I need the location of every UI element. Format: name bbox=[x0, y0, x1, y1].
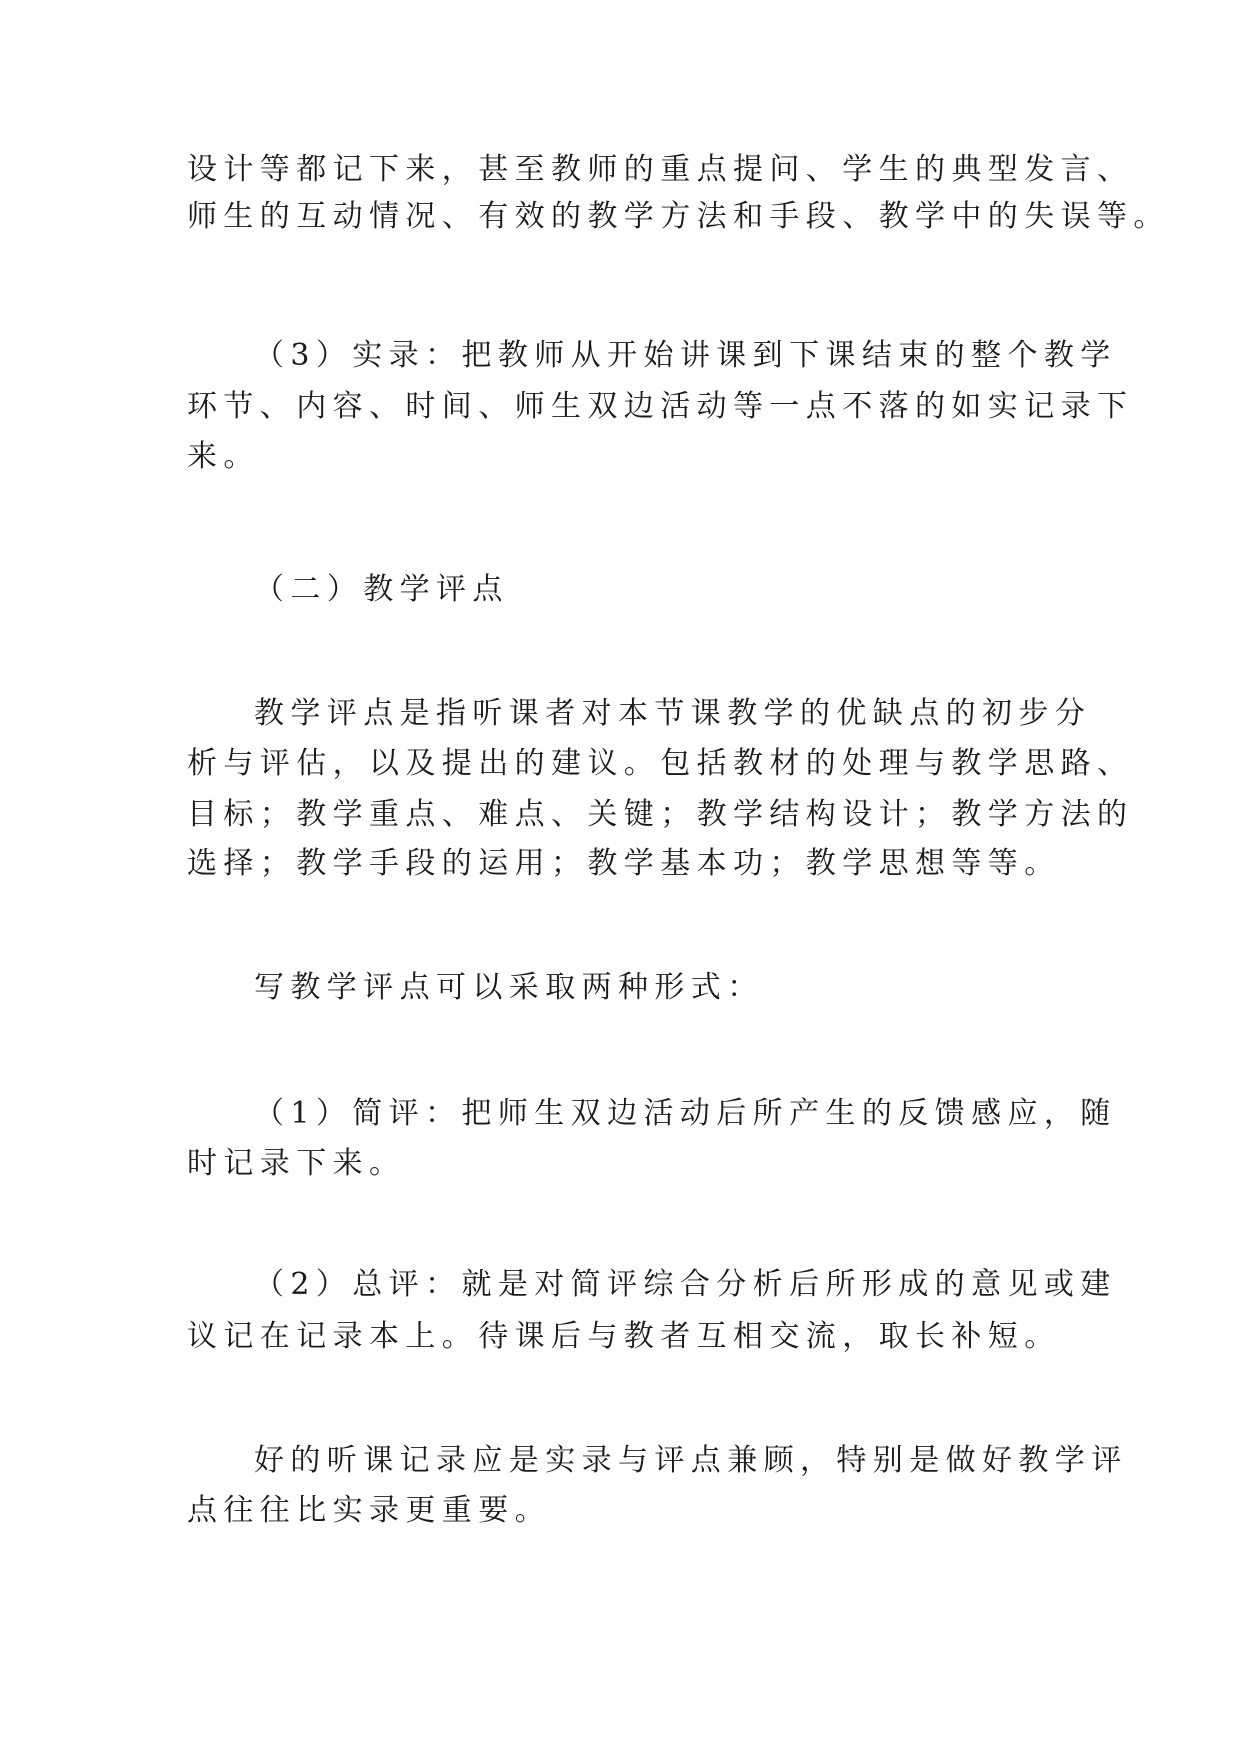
section-heading: （二）教学评点 bbox=[254, 572, 509, 607]
paragraph-line: 时记录下来。 bbox=[187, 1146, 406, 1181]
paragraph-line: 好的听课记录应是实录与评点兼顾，特别是做好教学评 bbox=[254, 1443, 1128, 1478]
paragraph-line: 来。 bbox=[187, 439, 260, 474]
paragraph-line: 目标；教学重点、难点、关键；教学结构设计；教学方法的 bbox=[187, 797, 1134, 832]
paragraph-line: （1）简评：把师生双边活动后所产生的反馈感应，随 bbox=[254, 1096, 1117, 1131]
paragraph-line: 点往往比实录更重要。 bbox=[187, 1493, 551, 1528]
paragraph-line: 师生的互动情况、有效的教学方法和手段、教学中的失误等。 bbox=[187, 199, 1170, 234]
paragraph-line: （2）总评：就是对简评综合分析后所形成的意见或建 bbox=[254, 1267, 1117, 1302]
paragraph-line: （3）实录：把教师从开始讲课到下课结束的整个教学 bbox=[254, 338, 1117, 373]
paragraph-line: 议记在记录本上。待课后与教者互相交流，取长补短。 bbox=[187, 1319, 1061, 1354]
paragraph-line: 设计等都记下来，甚至教师的重点提问、学生的典型发言、 bbox=[187, 152, 1134, 187]
paragraph-line: 析与评估，以及提出的建议。包括教材的处理与教学思路、 bbox=[187, 746, 1134, 781]
paragraph-line: 环节、内容、时间、师生双边活动等一点不落的如实记录下 bbox=[187, 389, 1134, 424]
paragraph-line: 写教学评点可以采取两种形式： bbox=[254, 970, 764, 1005]
paragraph-line: 教学评点是指听课者对本节课教学的优缺点的初步分 bbox=[254, 696, 1092, 731]
paragraph-line: 选择；教学手段的运用；教学基本功；教学思想等等。 bbox=[187, 846, 1061, 881]
